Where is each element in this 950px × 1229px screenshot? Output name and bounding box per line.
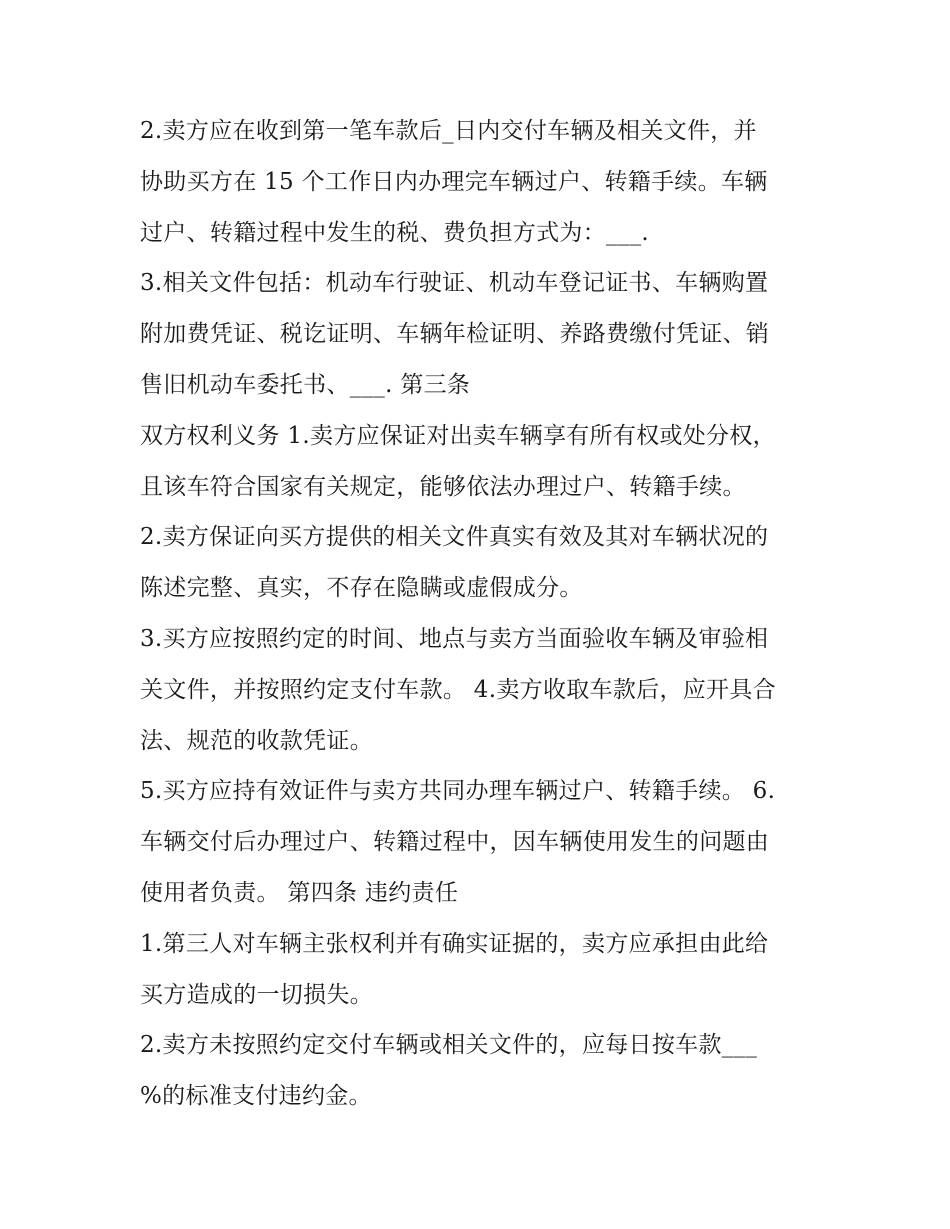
text-line: %的标准支付违约金。 (140, 1083, 372, 1110)
text-line: 3.相关文件包括：机动车行驶证、机动车登记证书、车辆购置 (140, 270, 769, 297)
text-line: 2.卖方应在收到第一笔车款后_日内交付车辆及相关文件，并 (140, 118, 757, 144)
text-line: 买方造成的一切损失。 (140, 981, 373, 1008)
text-line: 关文件，并按照约定支付车款。 4.卖方收取车款后，应开具合 (140, 676, 776, 703)
text-line: 1.第三人对车辆主张权利并有确实证据的，卖方应承担由此给 (140, 930, 769, 957)
text-line: 法、规范的收款凭证。 (140, 727, 373, 754)
text-line: 5.买方应持有效证件与卖方共同办理车辆过户、转籍手续。 6. (140, 778, 776, 805)
text-line: 陈述完整、真实，不存在隐瞒或虚假成分。 (140, 575, 583, 602)
text-line: 售旧机动车委托书、___. 第三条 (140, 371, 471, 398)
text-line: 2.卖方未按照约定交付车辆或相关文件的，应每日按车款___ (140, 1032, 758, 1059)
contract-text (140, 106, 830, 1122)
text-line: 且该车符合国家有关规定，能够依法办理过户、转籍手续。 (140, 473, 746, 500)
text-line: 使用者负责。 第四条 违约责任 (140, 879, 459, 906)
text-line: 附加费凭证、税讫证明、车辆年检证明、养路费缴付凭证、销 (140, 321, 770, 348)
text-line: 车辆交付后办理过户、转籍过程中，因车辆使用发生的问题由 (140, 829, 770, 856)
text-line: 双方权利义务 1.卖方应保证对出卖车辆享有所有权或处分权， (140, 422, 776, 449)
text-line: 3.买方应按照约定的时间、地点与卖方当面验收车辆及审验相 (140, 625, 769, 652)
text-line: 过户、转籍过程中发生的税、费负担方式为：___. (140, 219, 650, 246)
text-line: 协助买方在 15 个工作日内办理完车辆过户、转籍手续。车辆 (140, 168, 768, 195)
text-line: 2.卖方保证向买方提供的相关文件真实有效及其对车辆状况的 (140, 524, 769, 551)
